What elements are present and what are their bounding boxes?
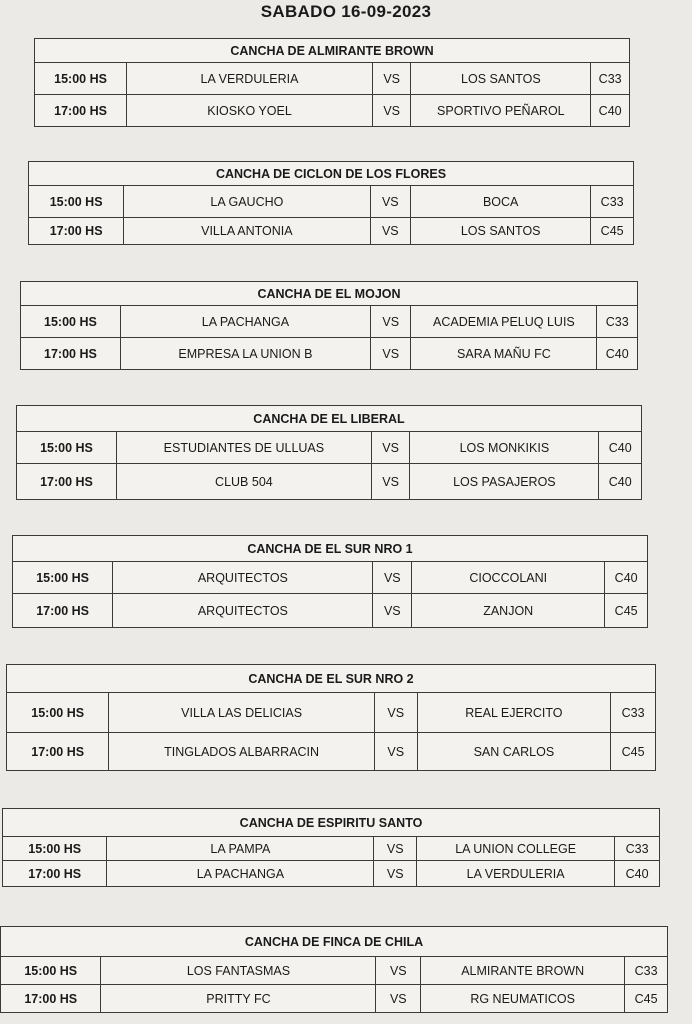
venue-table (2, 808, 660, 887)
venue-table (6, 664, 656, 771)
home-team: LA VERDULERIA (127, 63, 373, 95)
venue-table (20, 281, 638, 370)
away-team: SAN CARLOS (417, 733, 611, 771)
venue-name: CANCHA DE EL SUR NRO 1 (13, 536, 648, 562)
category: C45 (591, 218, 634, 245)
vs-label: VS (374, 861, 417, 887)
vs-label: VS (376, 985, 421, 1013)
vs-label: VS (371, 306, 411, 338)
away-team: LOS SANTOS (411, 218, 591, 245)
home-team: CLUB 504 (116, 464, 371, 500)
category: C40 (599, 464, 642, 500)
venue-table (28, 161, 634, 245)
away-team: SPORTIVO PEÑAROL (411, 95, 591, 127)
category: C40 (591, 95, 630, 127)
home-team: PRITTY FC (101, 985, 376, 1013)
match-time: 17:00 HS (13, 594, 113, 628)
away-team: BOCA (411, 186, 591, 218)
venue-table (34, 38, 630, 127)
home-team: VILLA ANTONIA (124, 218, 370, 245)
away-team: ACADEMIA PELUQ LUIS (411, 306, 597, 338)
away-team: SARA MAÑU FC (411, 338, 597, 370)
match-time: 15:00 HS (13, 562, 113, 594)
home-team: TINGLADOS ALBARRACIN (109, 733, 375, 771)
vs-label: VS (370, 186, 411, 218)
match-time: 15:00 HS (35, 63, 127, 95)
vs-label: VS (371, 464, 410, 500)
venue-name: CANCHA DE EL MOJON (21, 282, 638, 306)
category: C45 (611, 733, 656, 771)
venue-name: CANCHA DE EL LIBERAL (17, 406, 642, 432)
vs-label: VS (371, 432, 410, 464)
category: C40 (597, 338, 638, 370)
away-team: REAL EJERCITO (417, 693, 611, 733)
venue-name: CANCHA DE ESPIRITU SANTO (3, 809, 660, 837)
vs-label: VS (374, 837, 417, 861)
home-team: ARQUITECTOS (113, 562, 373, 594)
home-team: LA PACHANGA (120, 306, 370, 338)
vs-label: VS (372, 63, 411, 95)
away-team: RG NEUMATICOS (421, 985, 625, 1013)
category: C33 (591, 63, 630, 95)
match-time: 15:00 HS (7, 693, 109, 733)
category: C45 (625, 985, 668, 1013)
vs-label: VS (374, 733, 417, 771)
vs-label: VS (372, 95, 411, 127)
match-time: 15:00 HS (3, 837, 107, 861)
home-team: EMPRESA LA UNION B (120, 338, 370, 370)
match-time: 15:00 HS (17, 432, 117, 464)
vs-label: VS (373, 562, 412, 594)
home-team: LA GAUCHO (124, 186, 370, 218)
venue-name: CANCHA DE CICLON DE LOS FLORES (29, 162, 634, 186)
match-time: 17:00 HS (3, 861, 107, 887)
category: C40 (599, 432, 642, 464)
match-time: 15:00 HS (21, 306, 121, 338)
away-team: ALMIRANTE BROWN (421, 957, 625, 985)
category: C40 (605, 562, 648, 594)
category: C33 (615, 837, 660, 861)
venue-table (0, 926, 668, 1013)
away-team: CIOCCOLANI (412, 562, 605, 594)
vs-label: VS (376, 957, 421, 985)
away-team: ZANJON (412, 594, 605, 628)
match-time: 15:00 HS (1, 957, 101, 985)
vs-label: VS (373, 594, 412, 628)
home-team: VILLA LAS DELICIAS (109, 693, 375, 733)
home-team: KIOSKO YOEL (127, 95, 373, 127)
match-time: 17:00 HS (17, 464, 117, 500)
match-time: 17:00 HS (35, 95, 127, 127)
match-time: 17:00 HS (7, 733, 109, 771)
home-team: ESTUDIANTES DE ULLUAS (116, 432, 371, 464)
vs-label: VS (370, 218, 411, 245)
category: C33 (597, 306, 638, 338)
away-team: LOS SANTOS (411, 63, 591, 95)
away-team: LA UNION COLLEGE (417, 837, 615, 861)
match-time: 15:00 HS (29, 186, 124, 218)
venue-name: CANCHA DE EL SUR NRO 2 (7, 665, 656, 693)
category: C33 (591, 186, 634, 218)
vs-label: VS (374, 693, 417, 733)
away-team: LOS MONKIKIS (410, 432, 599, 464)
match-time: 17:00 HS (1, 985, 101, 1013)
category: C33 (625, 957, 668, 985)
page-title: SABADO 16-09-2023 (260, 2, 432, 21)
away-team: LOS PASAJEROS (410, 464, 599, 500)
home-team: LA PACHANGA (107, 861, 374, 887)
match-time: 17:00 HS (21, 338, 121, 370)
venue-name: CANCHA DE FINCA DE CHILA (1, 927, 668, 957)
category: C40 (615, 861, 660, 887)
away-team: LA VERDULERIA (417, 861, 615, 887)
venue-name: CANCHA DE ALMIRANTE BROWN (35, 39, 630, 63)
home-team: ARQUITECTOS (113, 594, 373, 628)
home-team: LOS FANTASMAS (101, 957, 376, 985)
category: C33 (611, 693, 656, 733)
venue-table (16, 405, 642, 500)
vs-label: VS (371, 338, 411, 370)
home-team: LA PAMPA (107, 837, 374, 861)
venue-table (12, 535, 648, 628)
category: C45 (605, 594, 648, 628)
match-time: 17:00 HS (29, 218, 124, 245)
